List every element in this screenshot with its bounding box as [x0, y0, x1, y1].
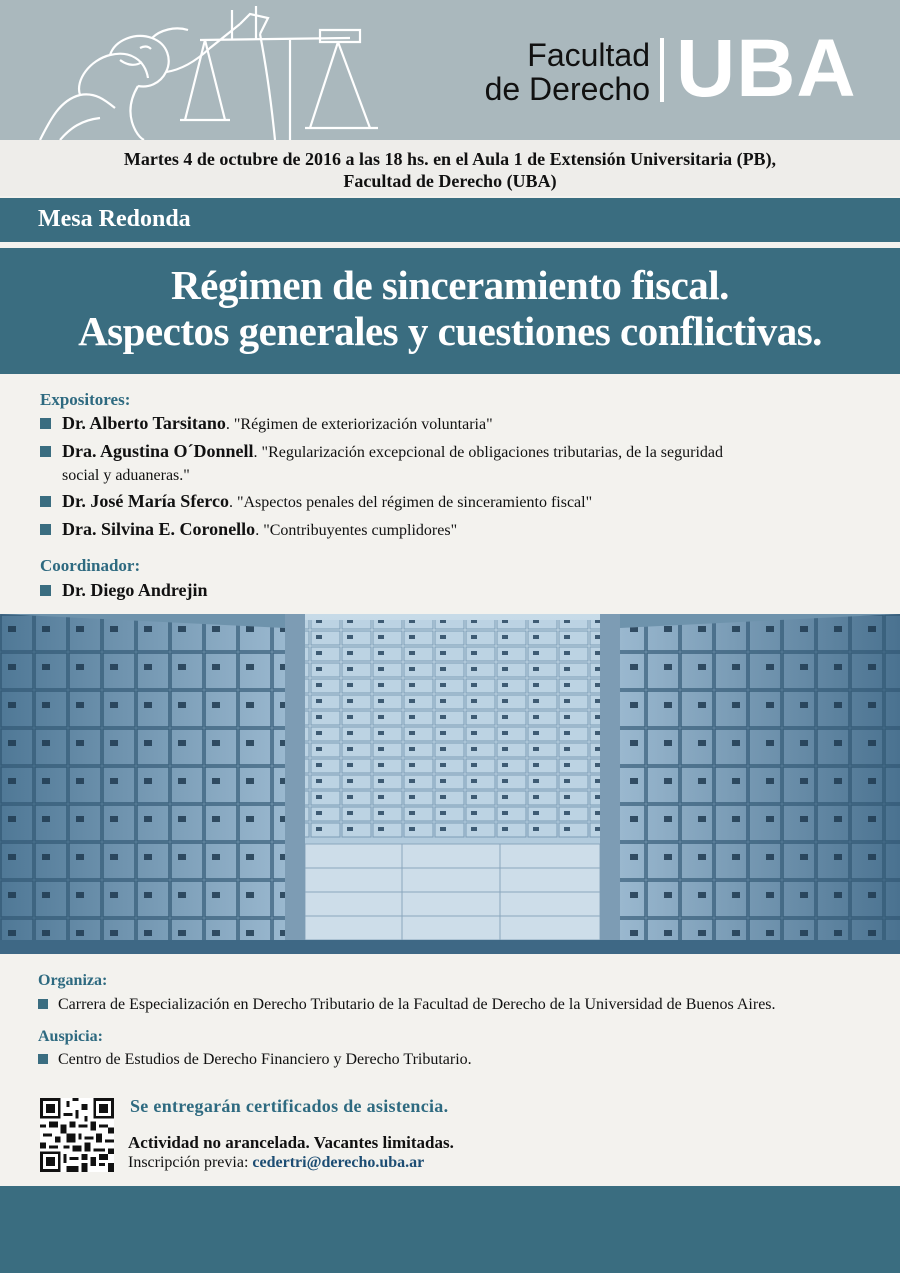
bullet-icon — [40, 418, 51, 429]
bullet-icon — [40, 585, 51, 596]
organiza-text: Carrera de Especialización en Derecho Tributario de la Facultad de Derecho de la Universidad de Buenos Aires. — [58, 996, 776, 1013]
qr-code[interactable] — [40, 1098, 114, 1172]
activity-notice: Actividad no arancelada. Vacantes limitadas. — [128, 1133, 454, 1152]
list-item — [40, 518, 870, 542]
registration-info — [128, 1154, 424, 1172]
talk-title: . "Régimen de exteriorización voluntaria" — [225, 416, 493, 433]
event-date-location — [0, 140, 900, 196]
certificates-notice: Se entregarán certificados de asistencia. — [130, 1096, 449, 1116]
speaker-name: Dra. Agustina O´Donnell — [62, 441, 254, 461]
event-type-bar — [0, 198, 900, 242]
title-line2: Aspectos generales y cuestiones conflictivas. — [78, 308, 822, 354]
event-type: Mesa Redonda — [38, 206, 191, 232]
speaker-name: Dra. Silvina E. Coronello — [62, 519, 256, 539]
date-line1: Martes 4 de octubre de 2016 a las 18 hs. en el Aula 1 de Extensión Universitaria (PB), — [123, 149, 777, 169]
header-banner — [0, 0, 900, 140]
organiza-item — [38, 996, 776, 1014]
bullet-icon — [40, 446, 51, 457]
auspicia-label: Auspicia: — [38, 1028, 103, 1045]
auspicia-item — [38, 1051, 472, 1069]
list-item — [40, 490, 870, 514]
bullet-icon — [38, 1054, 48, 1064]
list-item — [40, 579, 870, 603]
vault-illustration — [0, 614, 900, 954]
vault-boxes-photo — [0, 614, 900, 954]
registration-email-link[interactable]: cedertri@derecho.uba.ar — [252, 1154, 425, 1171]
list-item — [40, 440, 870, 487]
expositores-label: Expositores: — [40, 390, 131, 409]
bullet-icon — [40, 496, 51, 507]
organiza-label: Organiza: — [38, 972, 108, 989]
date-line2: Facultad de Derecho (UBA) — [343, 171, 557, 191]
speakers-section — [0, 374, 900, 614]
talk-title: . "Regularización excepcional de obligaciones tributarias, de la seguridad — [253, 444, 723, 461]
title-line1: Régimen de sinceramiento fiscal. — [171, 262, 729, 308]
coordinador-label: Coordinador: — [40, 556, 141, 575]
auspicia-text: Centro de Estudios de Derecho Financiero y Derecho Tributario. — [58, 1051, 472, 1068]
footer-bar — [0, 1186, 900, 1273]
speaker-name: Dr. José María Sferco — [62, 491, 229, 511]
event-title-bar — [0, 248, 900, 374]
coordinator-name: Dr. Diego Andrejin — [62, 580, 208, 600]
facultad-line2: de Derecho — [484, 71, 650, 107]
bullet-icon — [38, 999, 48, 1009]
bullet-icon — [40, 524, 51, 535]
uba-logo: UBA — [676, 23, 857, 114]
facultad-wordmark — [460, 38, 650, 106]
speaker-name: Dr. Alberto Tarsitano — [62, 413, 226, 433]
logo-divider — [660, 38, 664, 102]
talk-title: . "Contribuyentes cumplidores" — [255, 522, 458, 539]
list-item — [40, 412, 870, 436]
registration-label: Inscripción previa: — [128, 1154, 253, 1171]
talk-title-cont: social y aduaneras." — [62, 467, 190, 484]
talk-title: . "Aspectos penales del régimen de sinceramiento fiscal" — [228, 494, 593, 511]
facultad-line1: Facultad — [527, 37, 650, 73]
justice-statue-illustration — [20, 0, 400, 140]
